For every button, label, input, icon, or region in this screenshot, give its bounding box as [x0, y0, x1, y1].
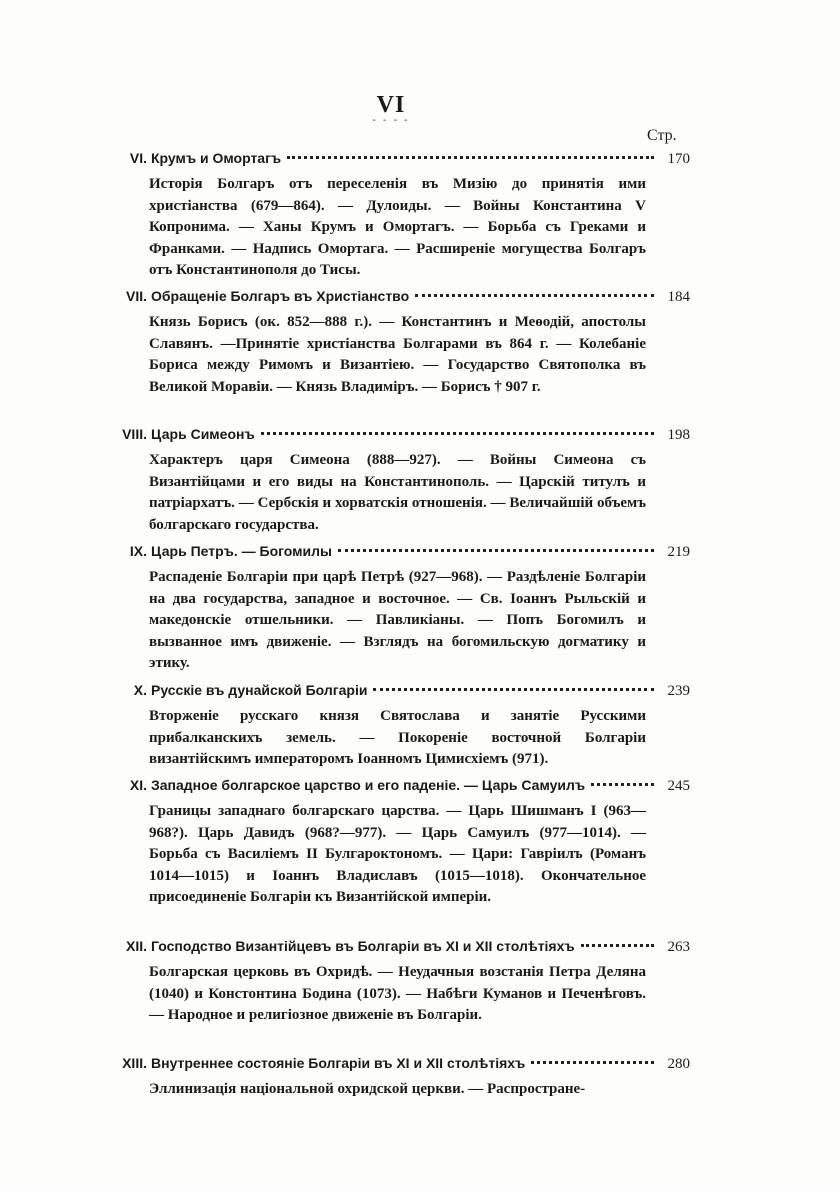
entry-heading[interactable]	[100, 288, 690, 310]
chapter-title: Господство Византійцевъ въ Болгаріи въ XI и XII столѣтіяхъ	[151, 938, 575, 954]
chapter-title: Царь Симеонъ	[151, 426, 255, 442]
chapter-title: Внутреннее состояніе Болгаріи въ XI и XII столѣтіяхъ	[151, 1055, 526, 1071]
chapter-title: Царь Петръ. — Богомилы	[151, 543, 332, 559]
chapter-summary: Характеръ царя Симеона (888—927). — Войны Симеона съ Византійцами и его виды на Константинополь. — Царскій титулъ и патріархатъ. — Сербскія и хорватскія отношенія. — Величайшій объемъ болгарскаго государства.	[149, 452, 646, 533]
chapter-summary: Болгарская церковь въ Охридѣ. — Неудачныя возстанія Петра Деляна (1040) и Констонтина Бодина (1073). — Набѣги Куманов и Печенѣговъ. — Народное и религіозное движеніе въ Болгаріи.	[149, 964, 646, 1023]
chapter-summary: Границы западнаго болгарскаго царства. — Царь Шишманъ I (963—968?). Царь Давидъ (968?—977). — Царь Самуилъ (977—1014). — Борьба съ Василіемъ II Булгароктономъ. — Цари: Гавріилъ (Романъ 1014—1015) и Іоаннъ Владиславъ (1015—1018). Окончательное присоединеніе Болгаріи къ Византійской имперіи.	[149, 803, 646, 905]
dot-leader	[581, 944, 654, 947]
dot-leader	[591, 783, 654, 786]
dot-leader	[415, 294, 654, 297]
page-ref: 263	[667, 939, 690, 955]
toc-entry	[100, 543, 690, 675]
dot-leader	[531, 1061, 654, 1064]
chapter-number: VIII.	[122, 426, 147, 442]
toc-entry	[100, 288, 690, 398]
chapter-number: IX.	[129, 543, 147, 559]
page-ref: 280	[667, 1056, 690, 1072]
page-column-label: Стр.	[647, 127, 677, 144]
chapter-number: VII.	[125, 288, 147, 304]
chapter-summary: Распаденіе Болгаріи при царѣ Петрѣ (927—968). — Раздѣленіе Болгаріи на два государства, западное и восточное. — Св. Іоаннъ Рыльскій и македонскіе отшельники. — Павликіаны. — Попъ Богомилъ и вызванное имъ движеніе. — Взглядъ на богомильскую догматику и этику.	[149, 569, 646, 671]
entry-heading[interactable]	[100, 1055, 690, 1077]
chapter-number: XI.	[129, 777, 147, 793]
chapter-title: Русскіе въ дунайской Болгаріи	[151, 682, 368, 698]
page-ref: 170	[667, 151, 690, 167]
toc-entry	[100, 777, 690, 909]
chapter-summary: Князь Борисъ (ок. 852—888 г.). — Константинъ и Меѳодій, апостолы Славянъ. —Принятіе христіанства Болгарами въ 864 г. — Колебаніе Бориса между Римомъ и Византіею. — Государство Святополка въ Великой Моравіи. — Князь Владиміръ. — Борисъ † 907 г.	[149, 314, 646, 395]
chapter-number: XII.	[125, 938, 147, 954]
page-ref: 245	[667, 778, 690, 794]
entry-heading[interactable]	[100, 150, 690, 172]
page-number-underline: - - - -	[372, 115, 410, 126]
dot-leader	[287, 156, 654, 159]
chapter-summary: Исторія Болгаръ отъ переселенія въ Мизію до принятія ими христіанства (679—864). — Дулоиды. — Войны Константина V Копронима. — Ханы Крумъ и Омортагъ. — Борьба съ Греками и Франками. — Надпись Омортага. — Расширеніе могущества Болгаръ отъ Константинополя до Тисы.	[149, 176, 646, 278]
entry-heading[interactable]	[100, 777, 690, 799]
chapter-title: Крумъ и Омортагъ	[151, 150, 282, 166]
chapter-title: Западное болгарское царство и его паденіе. — Царь Самуилъ	[151, 777, 586, 793]
page-ref: 219	[667, 544, 690, 560]
page-ref: 198	[667, 427, 690, 443]
toc-entry	[100, 1055, 690, 1101]
chapter-title: Обращеніе Болгаръ въ Христіанство	[151, 288, 410, 304]
chapter-summary: Вторженіе русскаго князя Святослава и занятіе Русскими прибалканскихъ земель. — Покореніе восточной Болгаріи византійскимъ императоромъ Іоанномъ Цимисхіемъ (971).	[149, 708, 646, 767]
chapter-number: XIII.	[122, 1055, 147, 1071]
dot-leader	[338, 549, 654, 552]
chapter-number: X.	[133, 682, 147, 698]
toc-entry	[100, 426, 690, 536]
page-number: VI	[376, 92, 406, 118]
entry-heading[interactable]	[100, 426, 690, 448]
entry-heading[interactable]	[100, 682, 690, 704]
dot-leader	[373, 688, 654, 691]
chapter-number: VI.	[129, 150, 147, 166]
toc-entry	[100, 150, 690, 282]
entry-heading[interactable]	[100, 543, 690, 565]
toc-entry	[100, 682, 690, 771]
chapter-summary: Эллинизація національной охридской церкви. — Распростране-	[149, 1081, 586, 1097]
dot-leader	[261, 432, 654, 435]
page-ref: 239	[667, 683, 690, 699]
entry-heading[interactable]	[100, 938, 690, 960]
page-ref: 184	[667, 289, 690, 305]
toc-entry	[100, 938, 690, 1027]
